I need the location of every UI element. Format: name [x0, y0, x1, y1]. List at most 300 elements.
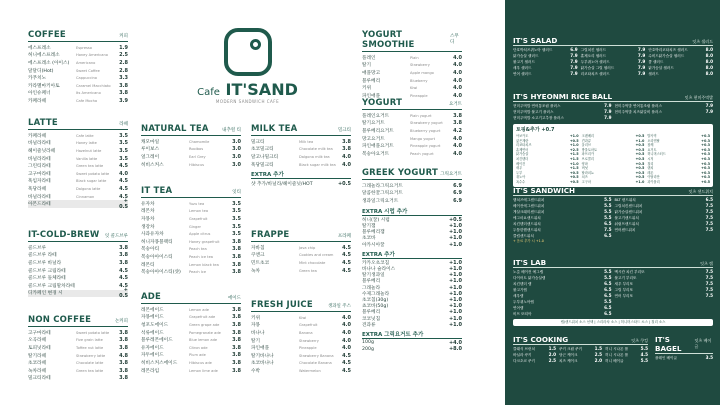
menu-item	[28, 170, 128, 178]
section-title: GREEK YOGURT	[362, 168, 438, 178]
item-name: 카페라떼	[28, 98, 47, 104]
item-price: 7.5	[705, 221, 713, 226]
item-price: 3.8	[119, 329, 128, 336]
item-price: 6.5	[604, 287, 612, 292]
section-title: ADE	[141, 292, 162, 302]
item-price: +0.5	[635, 161, 645, 166]
item-price: 4.5	[119, 185, 128, 192]
item-name-en: Peach ice tea	[189, 254, 213, 259]
item-price: 7.9	[604, 115, 612, 120]
menu-item	[28, 44, 128, 52]
menu-item	[362, 54, 462, 62]
item-name-en: Chocolate latte	[76, 361, 104, 366]
item-name: 닭가슴살 그릴 샐러드	[580, 66, 615, 70]
item-name: 민트초코	[251, 260, 270, 266]
item-price: 4.0	[119, 170, 128, 177]
item-price: +0.5	[635, 170, 645, 175]
item-price: +0.5	[635, 156, 645, 161]
item-name-en: Plain yogurt	[410, 113, 432, 118]
item-name: 얼그레이	[141, 154, 160, 160]
item-price: +0.5	[569, 170, 579, 175]
section-title: IT'S BAGEL	[655, 335, 682, 353]
item-name-en: Kiwi	[299, 315, 307, 320]
item-name: 수제그래놀라	[362, 291, 390, 297]
menu-item	[362, 69, 462, 77]
section-subtitle: 생과일 주스	[327, 304, 351, 309]
item-price: +1.0	[448, 278, 462, 285]
item-name-en: Chocolate Banana	[299, 361, 332, 366]
section-title: IT'S HYEONMI RICE BALL	[513, 92, 613, 101]
item-name: 브로콜리	[581, 156, 594, 161]
item-price: +1.0	[448, 321, 462, 328]
menu-item	[141, 367, 241, 375]
item-name: 흑당밀크티	[251, 162, 274, 168]
item-name: 아몬드라떼	[28, 202, 51, 208]
item-name-en: Peach tea	[189, 247, 207, 252]
menu-item	[605, 358, 648, 364]
item-price: 7.5	[705, 209, 713, 214]
menu-item	[251, 153, 351, 161]
item-name: 딸기	[251, 338, 261, 344]
item-price: 7.5	[705, 269, 713, 274]
item-name: 녹차	[251, 268, 261, 274]
item-price: 4.0	[342, 345, 351, 352]
item-price: 2.5	[119, 52, 128, 59]
item-price: 4.0	[342, 322, 351, 329]
sauce-bar: 랩/샌드위치 소스 선택 | 스리라차 소스 | 허니머스타드 소스 | 칠리 소스	[513, 319, 713, 326]
menu-item	[28, 52, 128, 60]
item-price: +1.0	[448, 309, 462, 316]
menu-item	[141, 146, 241, 154]
menu-item	[28, 359, 128, 367]
item-price: +0.3	[701, 156, 711, 161]
item-name: 아인슈페너	[28, 91, 51, 97]
item-name: 복숭아아이스티	[141, 254, 173, 260]
item-price: 4.5	[342, 267, 351, 274]
item-name-en: Strawberry	[410, 63, 430, 68]
item-price: +0.5	[635, 152, 645, 157]
item-price: +0.3	[701, 161, 711, 166]
section-subtitle: 잇츠 베이글	[694, 338, 712, 349]
item-name: 양파	[581, 161, 588, 166]
item-price: 4.0	[453, 54, 462, 61]
menu-item	[28, 287, 128, 300]
item-name: 퀴노아	[516, 175, 526, 180]
item-price: +1.0	[569, 143, 579, 148]
item-name: 레몬차	[141, 209, 155, 215]
item-name: 파인애플	[362, 93, 381, 99]
menu-item	[28, 155, 128, 163]
menu-item	[141, 261, 241, 269]
item-name: 방울토마토	[581, 147, 598, 152]
item-name: 햄치즈에그샌드위치	[513, 198, 545, 202]
menu-item	[513, 358, 556, 364]
item-name: 새우랩	[513, 294, 524, 298]
menu-item	[28, 274, 128, 282]
item-name: 달달디(Hot)	[28, 68, 54, 74]
item-price: 6.5	[604, 221, 612, 226]
item-name: 허니에스프레소	[28, 53, 60, 59]
item-price: 4.0	[342, 329, 351, 336]
item-price: 7.9	[570, 71, 578, 76]
item-name: 100g	[362, 340, 374, 346]
item-name: 토피넛라떼	[28, 345, 51, 351]
item-name-en: Grapefruit	[189, 216, 208, 221]
item-price: 5.5	[604, 209, 612, 214]
item-price: +1.0	[448, 223, 462, 230]
item-name: 콜드브루 바닐라	[28, 260, 62, 266]
item-name: 복숭아요거트	[362, 151, 390, 157]
menu-item	[28, 198, 128, 211]
item-name-en: Green tea	[299, 268, 317, 273]
item-name: 허니(꿀) 시럽	[362, 217, 390, 223]
item-name: 허니자몽블랙티	[141, 239, 173, 245]
item-price: +0.5	[635, 147, 645, 152]
item-price: 3.8	[232, 306, 241, 313]
cooking-section	[513, 335, 648, 364]
item-name: 치즈 케이크	[559, 359, 578, 363]
item-price: 6.9	[453, 197, 462, 204]
item-name: 게살크래미샌드위치	[513, 210, 545, 214]
natural-tea-section	[141, 124, 241, 168]
item-name: 자바칩	[251, 245, 265, 251]
item-name: 레몬	[647, 170, 654, 175]
item-name: 허니머스터드	[647, 152, 666, 157]
rice-ball-section	[513, 92, 713, 187]
item-name: 바닐라 쿠키	[513, 353, 532, 357]
section-title: NON COFFEE	[28, 315, 92, 325]
item-name: 요거트	[647, 147, 657, 152]
item-price: +0.5	[569, 179, 579, 184]
item-name: 당근 케이크	[559, 353, 578, 357]
item-price: +1.5	[569, 156, 579, 161]
item-name-en: Honey latte	[76, 141, 97, 146]
section-subtitle: 잇츠 샌드위치	[688, 189, 713, 194]
menu-item	[28, 367, 128, 375]
item-price: 7.9	[637, 71, 646, 76]
item-name: 삶은계란	[516, 138, 529, 143]
menu-item	[28, 244, 128, 252]
item-name-en: Strawberry latte	[76, 353, 106, 358]
item-name: 랜치	[647, 166, 654, 171]
item-name: 새우 부리또	[614, 282, 633, 286]
item-name-en: Pomegranate ade	[189, 330, 221, 335]
item-price: 4.0	[453, 69, 462, 76]
item-name: 카푸치노	[28, 76, 47, 82]
item-name: 닭가슴살	[516, 152, 529, 157]
item-name: 훈제연어	[516, 147, 529, 152]
menu-item	[28, 67, 128, 75]
topping-title: 토핑&추가 +0.7	[516, 127, 555, 133]
item-name: 석류에이드	[141, 330, 164, 336]
menu-item	[141, 268, 241, 276]
item-name: 그린티라떼	[28, 164, 51, 170]
item-price: 4.5	[119, 275, 128, 282]
item-name: 불고기랩	[513, 288, 527, 292]
item-price: +0.5	[635, 143, 645, 148]
menu-item	[28, 185, 128, 193]
item-name-en: Apple citrus	[189, 232, 211, 237]
item-price: 6.9	[570, 47, 578, 52]
item-name: 연어랩	[513, 306, 524, 310]
item-price: 3.8	[119, 344, 128, 351]
item-name: 파프리카	[581, 152, 594, 157]
menu-item	[362, 182, 462, 190]
section-title: LATTE	[28, 118, 58, 128]
item-name: 연어 부리또	[614, 294, 633, 298]
section-title: IT'S LAB	[513, 258, 547, 267]
menu-item	[362, 322, 462, 328]
menu-item	[251, 360, 351, 368]
item-price: 7.5	[705, 287, 713, 292]
coffee-section	[28, 30, 128, 105]
item-name: 자몽	[251, 323, 261, 329]
topping-box	[513, 124, 713, 187]
item-price: 6.5	[604, 281, 612, 286]
menu-item	[251, 352, 351, 360]
menu-item	[615, 293, 714, 299]
item-name: 쉬림프샌드위치	[614, 222, 639, 226]
menu-item	[251, 138, 351, 146]
item-price: 4.0	[453, 135, 462, 142]
item-price: 1.5	[594, 346, 602, 351]
menu-item	[28, 375, 128, 383]
item-price: 3.5	[119, 132, 128, 139]
item-price: + 0.5	[119, 287, 128, 300]
section-subtitle: 잇츠 현미주먹밥	[684, 95, 713, 100]
section-title: COFFEE	[28, 30, 66, 40]
item-name: 새우 샐러드	[513, 66, 532, 70]
item-price: 4.0	[453, 77, 462, 84]
item-name: 레몬라임	[141, 368, 160, 374]
item-name-en: Cafe Mocha	[76, 98, 98, 103]
item-name: BLT 샌드위치	[614, 198, 636, 202]
item-name-en: Pineapple yogurt	[410, 144, 441, 149]
item-name: 고구마라떼	[28, 330, 51, 336]
menu-item	[362, 127, 462, 135]
item-price: +1.0	[448, 296, 462, 303]
item-price: 7.5	[705, 215, 713, 220]
item-price: +1.0	[448, 259, 462, 266]
menu-item	[251, 322, 351, 330]
item-price: 4.5	[342, 352, 351, 359]
item-name: 키위	[251, 315, 261, 321]
item-price: 4.5	[119, 193, 128, 200]
menu-item	[28, 90, 128, 98]
brand-name: Cafe IT'SAND	[197, 80, 298, 99]
item-price: 4.5	[119, 267, 128, 274]
item-price: 3.8	[232, 352, 241, 359]
item-price: +0.3	[701, 143, 711, 148]
item-name: 바닐라라떼	[28, 194, 51, 200]
item-price: +1.5	[569, 152, 579, 157]
item-price: +1.5	[569, 166, 579, 171]
extra-title: EXTRA 그릭요거트 추가	[362, 330, 462, 339]
item-price: +0.5	[701, 179, 711, 184]
menu-item	[251, 161, 351, 169]
frappe-section	[251, 230, 351, 274]
item-name-en: Peach yogurt	[410, 151, 434, 156]
item-price: 1.9	[119, 44, 128, 51]
item-name: 초코바	[362, 236, 376, 242]
item-name: 콜드브루 크림라떼	[28, 268, 66, 274]
item-price: +0.3	[701, 175, 711, 180]
item-price: 3.8	[119, 367, 128, 374]
item-name-en: Hibiscus	[189, 162, 204, 167]
item-name: 블루베리	[362, 310, 381, 316]
item-name: 허니 시나몬 롤	[605, 347, 629, 351]
item-name: 에스프레소	[28, 45, 51, 51]
item-price: 6.9	[453, 190, 462, 197]
section-subtitle: 프라페	[337, 234, 351, 239]
item-name-en: Blue lemon ade	[189, 338, 218, 343]
item-name: 플레인 베이글	[655, 356, 677, 360]
item-name: 망고요거트	[362, 136, 385, 142]
item-price: +1.0	[448, 303, 462, 310]
item-price: +1.0	[448, 235, 462, 242]
item-name: 아카시아꿀	[362, 242, 385, 248]
menu-item	[362, 190, 462, 198]
item-price: +1.0	[448, 315, 462, 322]
item-price: 3.8	[232, 321, 241, 328]
item-price: +1.0	[448, 284, 462, 291]
item-name: 블루베리잼	[362, 230, 385, 236]
section-subtitle: 내추럴 티	[222, 128, 241, 133]
item-name-en: Cappuccino	[76, 76, 97, 81]
item-name: 클래식 브런치	[513, 347, 535, 351]
item-name: 코코넛칩	[362, 316, 381, 322]
item-name: 오곡라떼	[28, 338, 47, 344]
item-price: 4.0	[342, 314, 351, 321]
menu-item	[582, 180, 645, 185]
item-price: 3.8	[232, 238, 241, 245]
item-price: +0.5	[569, 138, 579, 143]
milk-tea-section	[251, 124, 351, 188]
item-price: 3.8	[232, 261, 241, 268]
item-price: 3.8	[119, 375, 128, 382]
item-name: 허니 베이글	[605, 359, 624, 363]
item-price: 8.0	[705, 71, 714, 76]
item-price: 4.0	[453, 85, 462, 92]
item-price: 8.0	[705, 53, 714, 58]
item-name: 에스프레소 (아이스)	[28, 60, 70, 66]
extra-title: EXTRA 추가	[362, 250, 462, 259]
item-price: 7.9	[604, 109, 612, 114]
menu-item	[28, 337, 128, 345]
item-name: 밀크티라떼	[28, 376, 51, 382]
item-price: 3.8	[232, 337, 241, 344]
item-price: 3.8	[119, 82, 128, 89]
item-price: 4.2	[453, 127, 462, 134]
item-name-en: Citron ade	[189, 345, 208, 350]
food-menu-panel	[505, 0, 720, 405]
item-name: 밀크티	[251, 139, 265, 145]
item-price: 4.5	[342, 259, 351, 266]
menu-item	[28, 140, 128, 148]
item-name-en: Grapefruit ade	[189, 315, 216, 320]
item-name: 청포도에이드	[141, 322, 169, 328]
item-name: 블루레몬에이드	[141, 338, 173, 344]
item-name-en: Grapefruit	[299, 323, 318, 328]
item-price: 3.8	[453, 120, 462, 127]
item-name: 블루베리	[362, 78, 381, 84]
yogurt-section	[362, 98, 462, 158]
item-price: 3.3	[119, 75, 128, 82]
item-name: 레몬티	[141, 262, 155, 268]
item-price: 7.5	[705, 203, 713, 208]
item-price: 3.0	[232, 146, 241, 153]
section-title: NATURAL TEA	[141, 124, 209, 134]
item-name: 연어샌드위치	[614, 228, 636, 232]
item-name: 블루베리요거트	[362, 128, 394, 134]
item-price: 1.5	[548, 346, 556, 351]
item-name-en: Ginger	[189, 224, 202, 229]
item-name: 현미주먹밥 소고기고추장 플러스	[513, 116, 564, 120]
item-name: 그릴치킨샌드위치	[614, 204, 643, 208]
item-name: 베이컨에그샌드위치	[513, 204, 545, 208]
item-price: 3.8	[232, 367, 241, 374]
item-name-en: Green tea latte	[76, 164, 104, 169]
item-name: 흑당라떼	[28, 186, 47, 192]
item-price: 3.8	[232, 269, 241, 276]
item-name: 초코라떼	[28, 361, 47, 367]
item-price: 3.5	[119, 140, 128, 147]
item-name: 고구마라떼	[28, 171, 51, 177]
item-name: 수비드닭가슴살 샐러드	[648, 54, 685, 58]
item-price: 3.0	[232, 138, 241, 145]
item-price: 7.9	[637, 59, 646, 64]
cold-brew-section	[28, 230, 128, 300]
menu-item	[615, 227, 714, 233]
item-name-en: Java chip	[299, 245, 316, 250]
item-name: 리코타치즈 샐러드	[580, 72, 610, 76]
menu-item	[28, 267, 128, 275]
menu-item	[362, 62, 462, 70]
item-name: 히비스커스	[141, 162, 164, 168]
item-price: 4.5	[342, 244, 351, 251]
menu-item	[647, 180, 710, 185]
item-name: 비프 또띠아	[513, 312, 532, 316]
item-price: 4.0	[453, 143, 462, 150]
item-price: 7.9	[604, 103, 612, 108]
item-name: 견과류	[362, 322, 376, 328]
item-price: +0.5	[569, 175, 579, 180]
section-subtitle: 요거트	[448, 102, 462, 107]
non-coffee-section	[28, 315, 128, 382]
item-price: +1.0	[448, 241, 462, 248]
item-price: 4.0	[342, 161, 351, 168]
section-title: FRAPPE	[251, 230, 290, 240]
item-name-en: Kiwi	[410, 86, 418, 91]
item-name-en: Peach Ice	[189, 270, 207, 275]
item-name: 쵸코바(50g)	[362, 304, 389, 310]
menu-item	[28, 162, 128, 170]
menu-item	[141, 329, 241, 337]
item-price: 5.5	[604, 269, 612, 274]
item-name-en: Sweet potato latte	[76, 330, 110, 335]
item-price: 8.0	[705, 47, 714, 52]
section-subtitle: 논커피	[114, 319, 128, 324]
item-name-en: Banana	[299, 330, 313, 335]
extra-title: EXTRA 시럽 추가	[362, 207, 462, 216]
item-price: 3.8	[232, 329, 241, 336]
item-name: 루이보스	[141, 147, 160, 153]
item-name: 카카오초코칩	[362, 260, 390, 266]
item-name: 현미주먹밥 치즈닭갈비 플러스	[614, 110, 662, 114]
item-price: 4.0	[453, 62, 462, 69]
item-name: 그래놀라	[362, 285, 381, 291]
section-title: IT'S SALAD	[513, 36, 558, 45]
